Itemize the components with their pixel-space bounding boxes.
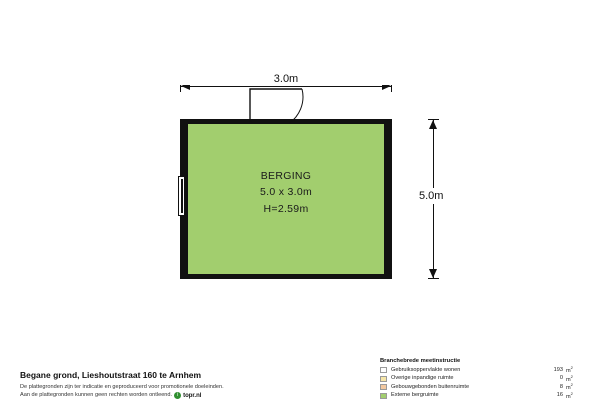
dimension-label-width bbox=[180, 73, 392, 85]
legend-row bbox=[380, 366, 580, 375]
room-label-group bbox=[188, 168, 384, 217]
legend-value: 8 bbox=[545, 383, 563, 392]
legend-row bbox=[380, 392, 580, 401]
dimension-cap-bottom bbox=[428, 278, 439, 279]
footer-disclaimer-line-1: De plattegronden zijn ter indicatie en geproduceerd voor promotionele doeleinden. bbox=[20, 383, 320, 391]
legend-swatch-icon bbox=[380, 376, 387, 382]
legend-row bbox=[380, 375, 580, 384]
room-height: H=2.59m bbox=[188, 201, 384, 217]
legend-unit: $m^2$ bbox=[566, 365, 580, 376]
arrow-down-icon bbox=[429, 269, 437, 278]
legend-label: Gebouwgebonden buitenruimte bbox=[391, 383, 545, 392]
legend-value: 16 bbox=[545, 391, 563, 400]
dimension-label-height: 5.0m bbox=[416, 188, 446, 204]
legend-row bbox=[380, 383, 580, 392]
info-badge-icon: i bbox=[174, 392, 181, 399]
footer-logo bbox=[20, 391, 320, 399]
legend bbox=[380, 358, 580, 400]
brand-logo-text: topr.nl bbox=[183, 393, 201, 399]
room-name: BERGING bbox=[188, 168, 384, 184]
legend-unit: $m^2$ bbox=[566, 391, 580, 401]
legend-swatch-icon bbox=[380, 384, 387, 390]
legend-swatch-icon bbox=[380, 393, 387, 399]
footer-title: Begane grond, Lieshoutstraat 160 te Arnhem bbox=[20, 370, 320, 380]
legend-label: Externe bergruimte bbox=[391, 391, 545, 400]
window-icon bbox=[178, 176, 185, 216]
legend-unit: $m^2$ bbox=[566, 374, 580, 385]
legend-label: Gebruiksoppervlakte wonen bbox=[391, 366, 545, 375]
legend-swatch-icon bbox=[380, 367, 387, 373]
legend-unit: $m^2$ bbox=[566, 382, 580, 393]
arrow-up-icon bbox=[429, 120, 437, 129]
legend-title: Branchebrede meetinstructie bbox=[380, 358, 580, 364]
door-swing-icon bbox=[248, 87, 304, 123]
legend-value: 0 bbox=[545, 374, 563, 383]
footer-info bbox=[20, 370, 320, 400]
dimension-label-width-text: 3.0m bbox=[266, 73, 306, 85]
footer-disclaimer-line-2: Aan de plattegronden kunnen geen rechten worden ontleend. bbox=[20, 391, 172, 399]
legend-label: Overige inpandige ruimte bbox=[391, 374, 545, 383]
legend-value: 193 bbox=[545, 366, 563, 375]
room-dimensions: 5.0 x 3.0m bbox=[188, 184, 384, 200]
